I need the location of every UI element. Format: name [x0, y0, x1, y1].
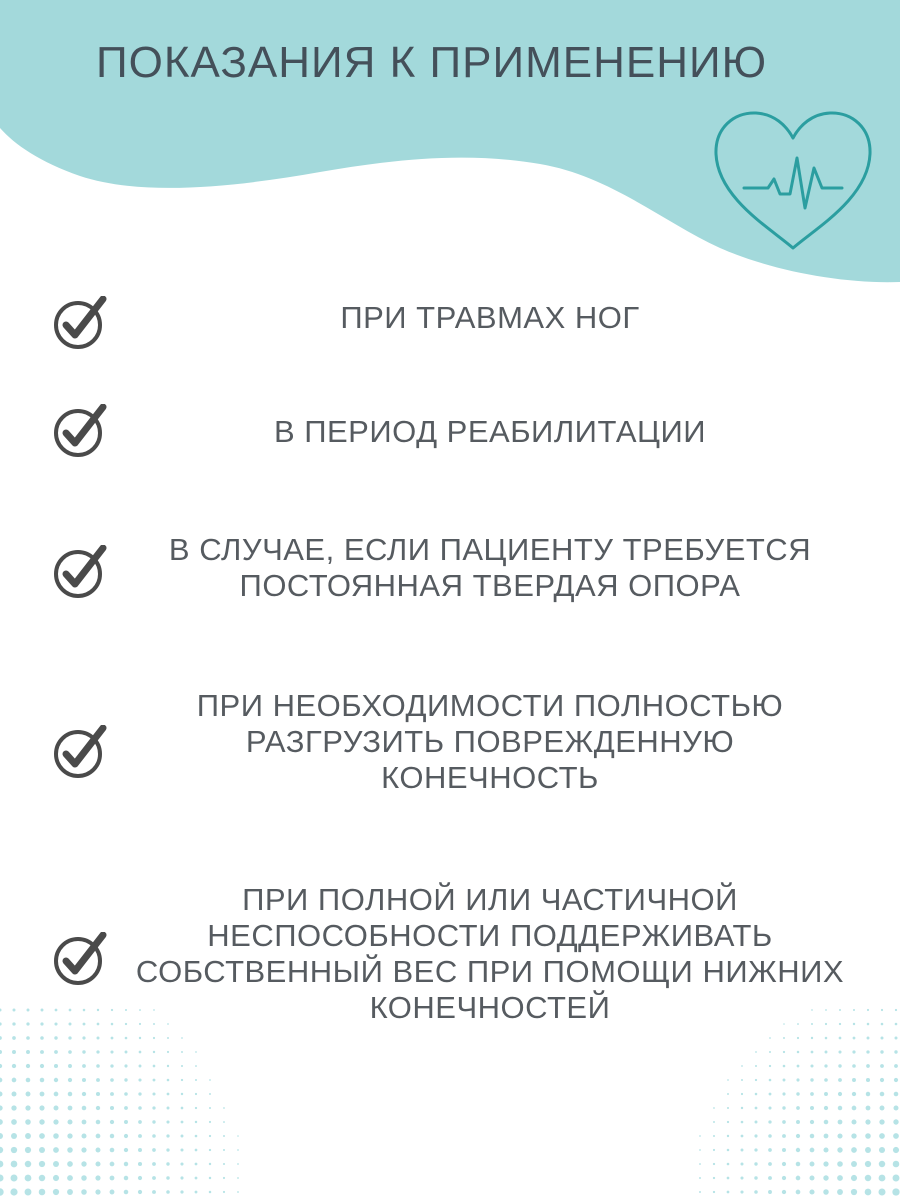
heart-pulse-icon	[710, 108, 876, 258]
indication-line: КОНЕЧНОСТЬ	[381, 760, 599, 795]
indication-line: НЕСПОСОБНОСТИ ПОДДЕРЖИВАТЬ	[207, 918, 773, 953]
indication-line: ПРИ ПОЛНОЙ ИЛИ ЧАСТИЧНОЙ	[242, 882, 738, 917]
indication-text	[130, 882, 850, 1026]
indication-line: В СЛУЧАЕ, ЕСЛИ ПАЦИЕНТУ ТРЕБУЕТСЯ	[168, 532, 812, 567]
indication-line: КОНЕЧНОСТЕЙ	[369, 990, 611, 1025]
checkmark-icon	[53, 296, 107, 350]
page-title: ПОКАЗАНИЯ К ПРИМЕНЕНИЮ	[96, 38, 768, 87]
checkmark-icon	[53, 545, 107, 599]
indication-line: ПРИ ТРАВМАХ НОГ	[340, 300, 640, 335]
indication-line: ПОСТОЯННАЯ ТВЕРДАЯ ОПОРА	[239, 568, 741, 603]
checkmark-icon	[53, 404, 107, 458]
indication-text	[130, 414, 850, 450]
indication-line: РАЗГРУЗИТЬ ПОВРЕЖДЕННУЮ	[245, 724, 735, 759]
checkmark-icon	[53, 932, 107, 986]
indication-text	[130, 300, 850, 336]
indication-line: СОБСТВЕННЫЙ ВЕС ПРИ ПОМОЩИ НИЖНИХ	[135, 954, 845, 989]
indication-text	[130, 688, 850, 796]
checkmark-icon	[53, 725, 107, 779]
indication-line: ПРИ НЕОБХОДИМОСТИ ПОЛНОСТЬЮ	[196, 688, 784, 723]
indication-text	[130, 532, 850, 604]
indication-line: В ПЕРИОД РЕАБИЛИТАЦИИ	[273, 414, 707, 449]
